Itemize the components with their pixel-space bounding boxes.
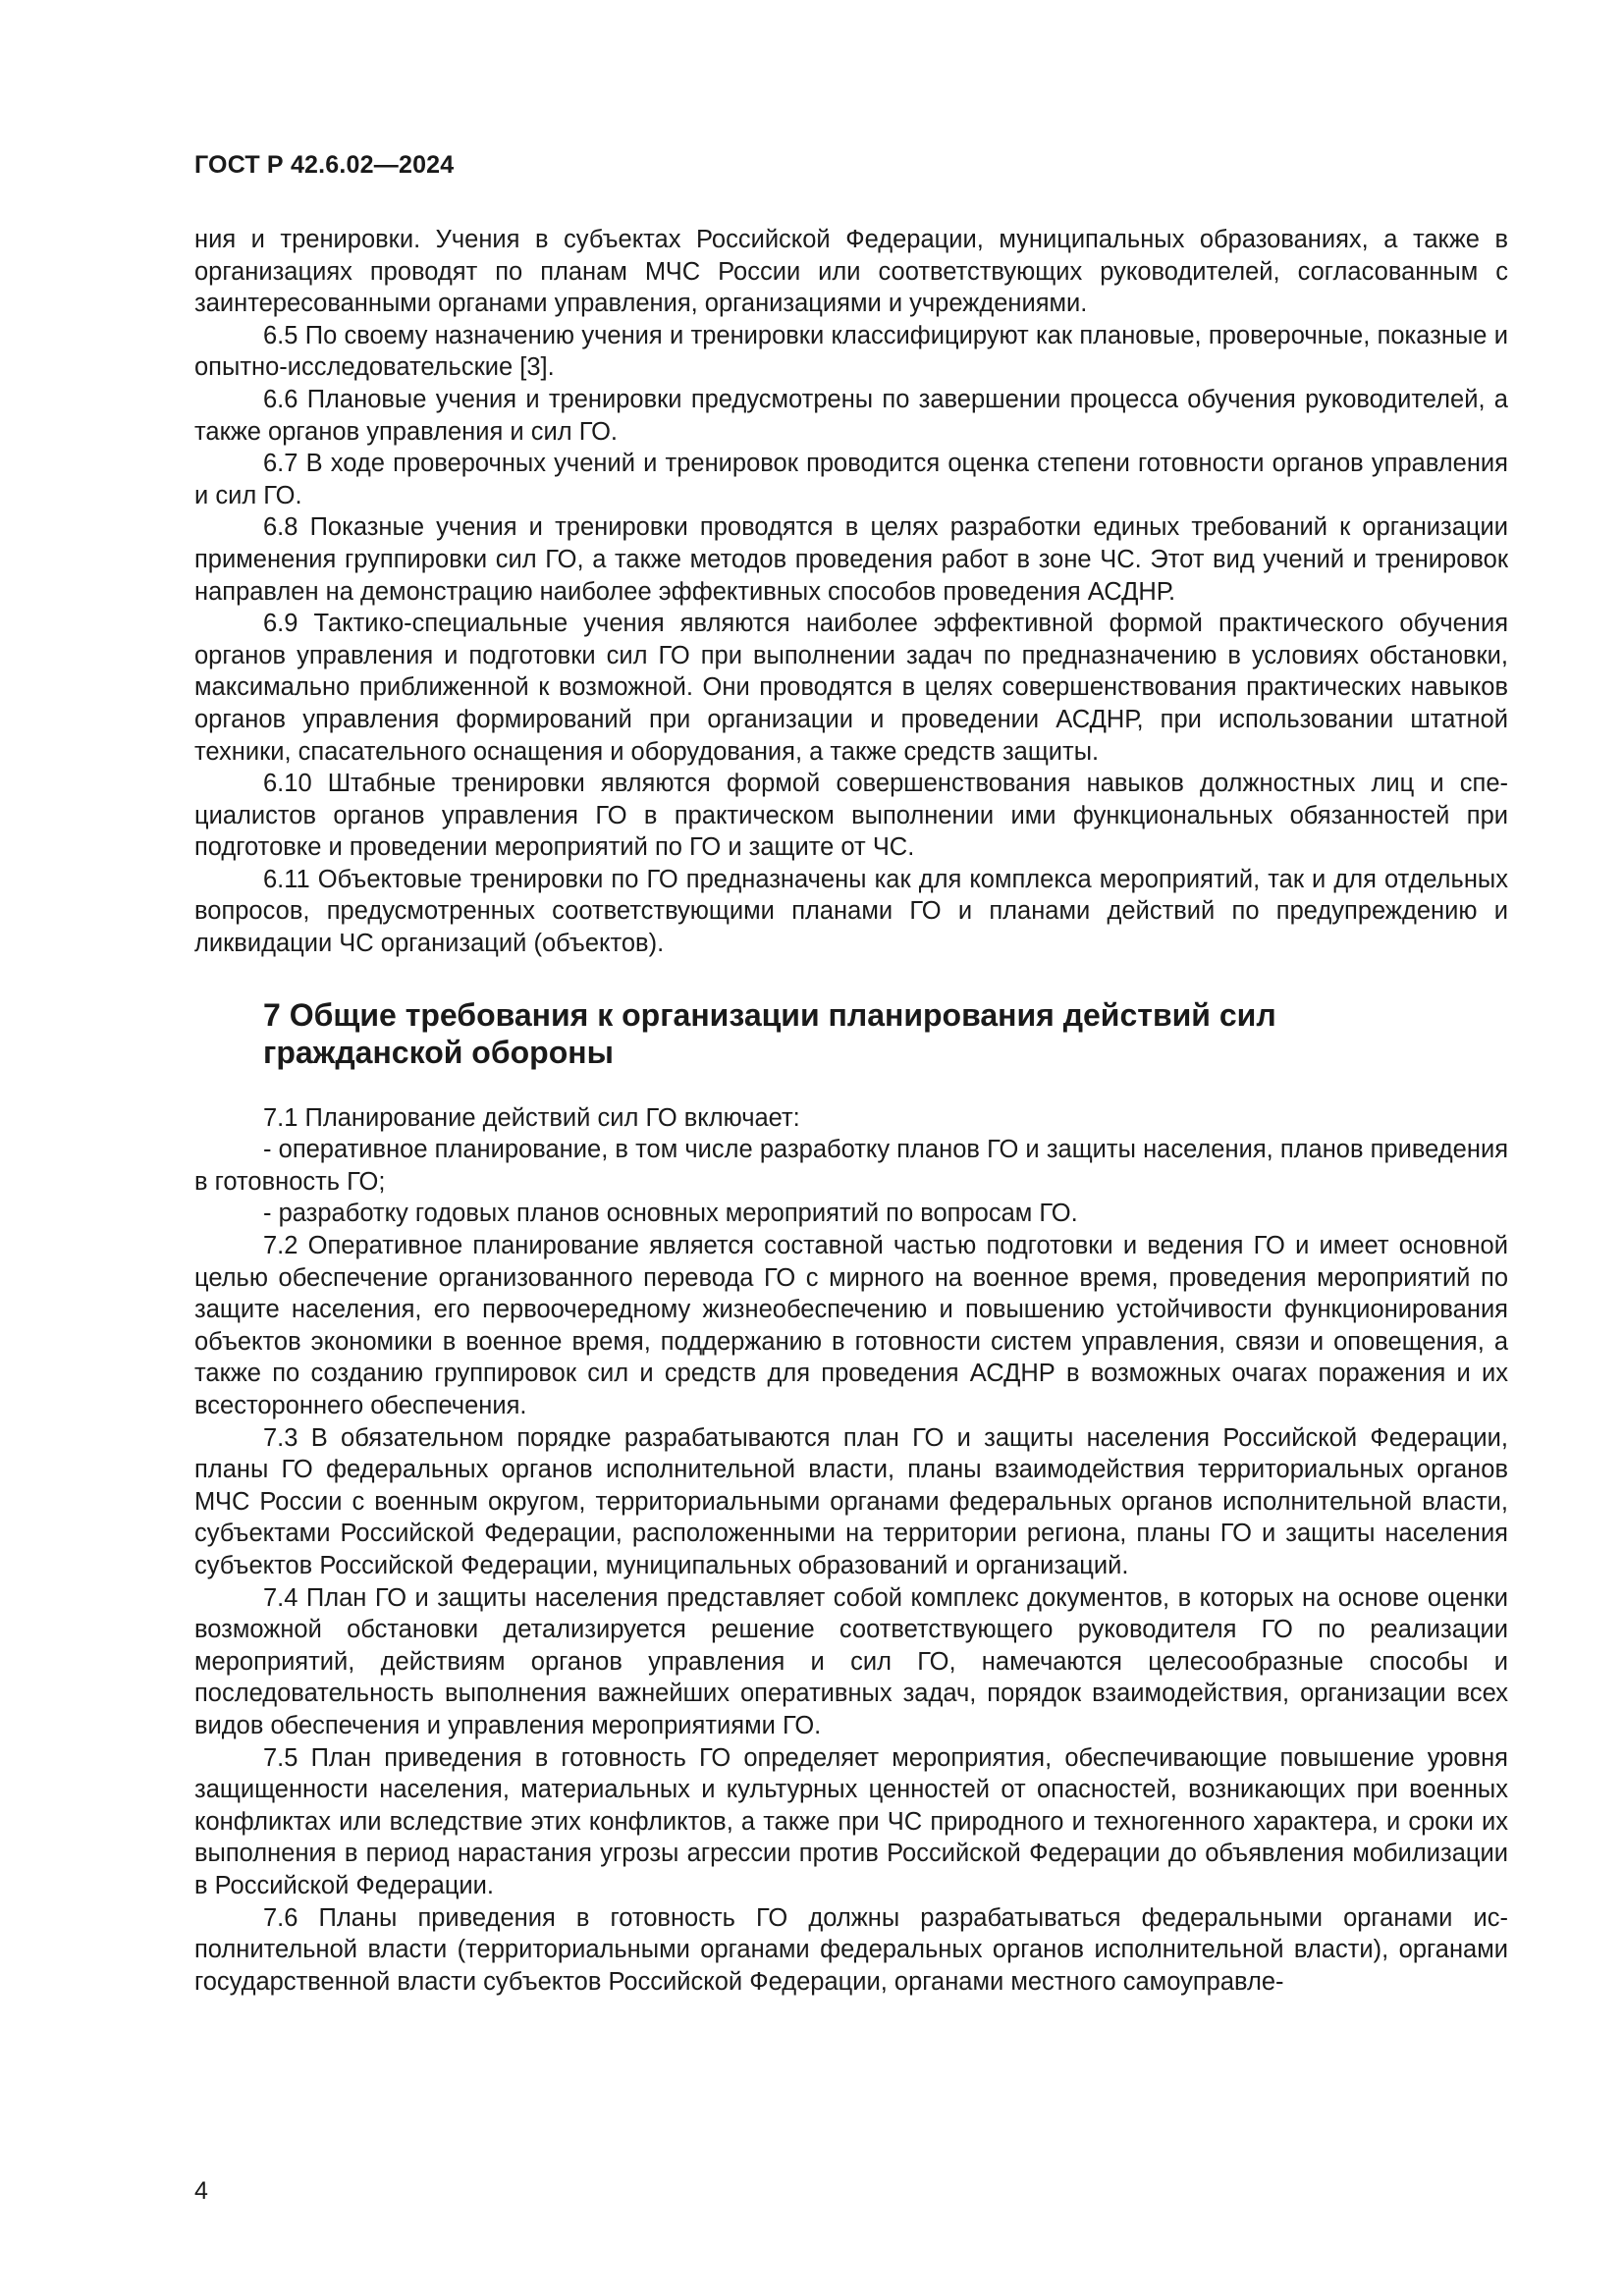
paragraph: ния и тренировки. Учения в субъектах Российской Федерации, муниципальных образованиях, а также в организациях проводят по планам МЧС России или соответствующих руководителей, согласованным с заинтересованными органами управления, организациями и учреждениями. <box>194 226 1508 318</box>
paragraph-7-1: 7.1 Планирование действий сил ГО включает: <box>263 1103 800 1132</box>
paragraph-6-7: 6.7 В ходе проверочных учений и тренировок проводится оценка степени готовности органов управления и сил ГО. <box>194 450 1508 509</box>
paragraph-7-6: 7.6 Планы приведения в готовность ГО должны разрабатываться федеральными органами исполнительной власти (территориальными органами федеральных органов исполнительной власти), органами государственной власти субъектов Российской Федерации, органами местного самоуправле- <box>194 1903 1508 1996</box>
document-header: ГОСТ Р 42.6.02—2024 <box>194 151 455 179</box>
paragraph-6-9: 6.9 Тактико-специальные учения являются наиболее эффективной формой практического обучения органов управления и подготовки сил ГО при выполнении задач по предназначению в условиях обстановки, максимально приближенной к возможной. Они проводятся в целях совершенствования практических навыков органов управления формирований при организации и проведении АСДНР, при использовании штатной техники, спасательного оснащения и оборудования, а также средств защиты. <box>194 610 1508 766</box>
paragraph-7-3: 7.3 В обязательном порядке разрабатываются план ГО и защиты населения Российской Федерации, планы ГО федеральных органов исполнительной власти, планы взаимодействия территориальных органов МЧС России с военным округом, территориальными органами федеральных органов исполнительной власти, субъектами Российской Федерации, расположенными на территории региона, планы ГО и защиты населения субъектов Российской Федерации, муниципальных образований и организаций. <box>194 1423 1508 1579</box>
paragraph-7-4: 7.4 План ГО и защиты населения представляет собой комплекс документов, в которых на основе оценки возможной обстановки детализируется решение соответствующего руководителя ГО по реализации мероприятий, действиям органов управления и сил ГО, намечаются целесообразные способы и последовательность выполнения важнейших оперативных задач, порядок взаимодействия, организации всех видов обеспечения и управления мероприятиями ГО. <box>194 1583 1508 1739</box>
section-heading: 7 Общие требования к организации планирования действий сил гражданской обороны <box>263 996 1276 1070</box>
paragraph-6-10: 6.10 Штабные тренировки являются формой совершенствования навыков должностных лиц и специалистов органов управления ГО в практическом выполнении ими функциональных обязанностей при подготовке и проведении мероприятий по ГО и защите от ЧС. <box>194 770 1508 862</box>
paragraph-6-5: 6.5 По своему назначению учения и тренировки классифицируют как плановые, проверочные, показные и опытно-исследовательские [3]. <box>194 321 1508 382</box>
paragraph-6-11: 6.11 Объектовые тренировки по ГО предназначены как для комплекса мероприятий, так и для отдельных вопросов, предусмотренных соответствующими планами ГО и планами действий по предупреждению и ликвидации ЧС организаций (объектов). <box>194 865 1508 958</box>
paragraph-7-5: 7.5 План приведения в готовность ГО определяет мероприятия, обеспечивающие повышение уровня защищенности населения, материальных и культурных ценностей от опасностей, возникающих при военных конфликтах или вследствие этих конфликтов, а также при ЧС природного и техногенного характера, и сроки их выполнения в период нарастания угрозы агрессии против Российской Федерации до объявления мобилизации в Российской Федерации. <box>194 1743 1508 1899</box>
list-item: - оперативное планирование, в том числе разработку планов ГО и защиты населения, планов приведения в готовность ГО; <box>194 1136 1508 1196</box>
paragraph-6-6: 6.6 Плановые учения и тренировки предусмотрены по завершении процесса обучения руководителей, а также органов управления и сил ГО. <box>194 385 1508 446</box>
document-body <box>194 224 1508 1998</box>
paragraph-7-2: 7.2 Оперативное планирование является составной частью подготовки и ведения ГО и имеет основной целью обеспечение организованного перевода ГО с мирного на военное время, проведения мероприятий по защите населения, его первоочередному жизнеобеспечению и повышению устойчивости функционирования объектов экономики в военное время, поддержанию в готовности систем управления, связи и оповещения, а также по созданию группировок сил и средств для проведения АСДНР в возможных очагах поражения и их всестороннего обеспечения. <box>194 1232 1508 1419</box>
list-item: - разработку годовых планов основных мероприятий по вопросам ГО. <box>263 1200 1078 1228</box>
paragraph-6-8: 6.8 Показные учения и тренировки проводятся в целях разработки единых требований к организации применения группировки сил ГО, а также методов проведения работ в зоне ЧС. Этот вид учений и тренировок направлен на демонстрацию наиболее эффективных способов проведения АСДНР. <box>194 513 1508 606</box>
page-number: 4 <box>194 2177 208 2205</box>
